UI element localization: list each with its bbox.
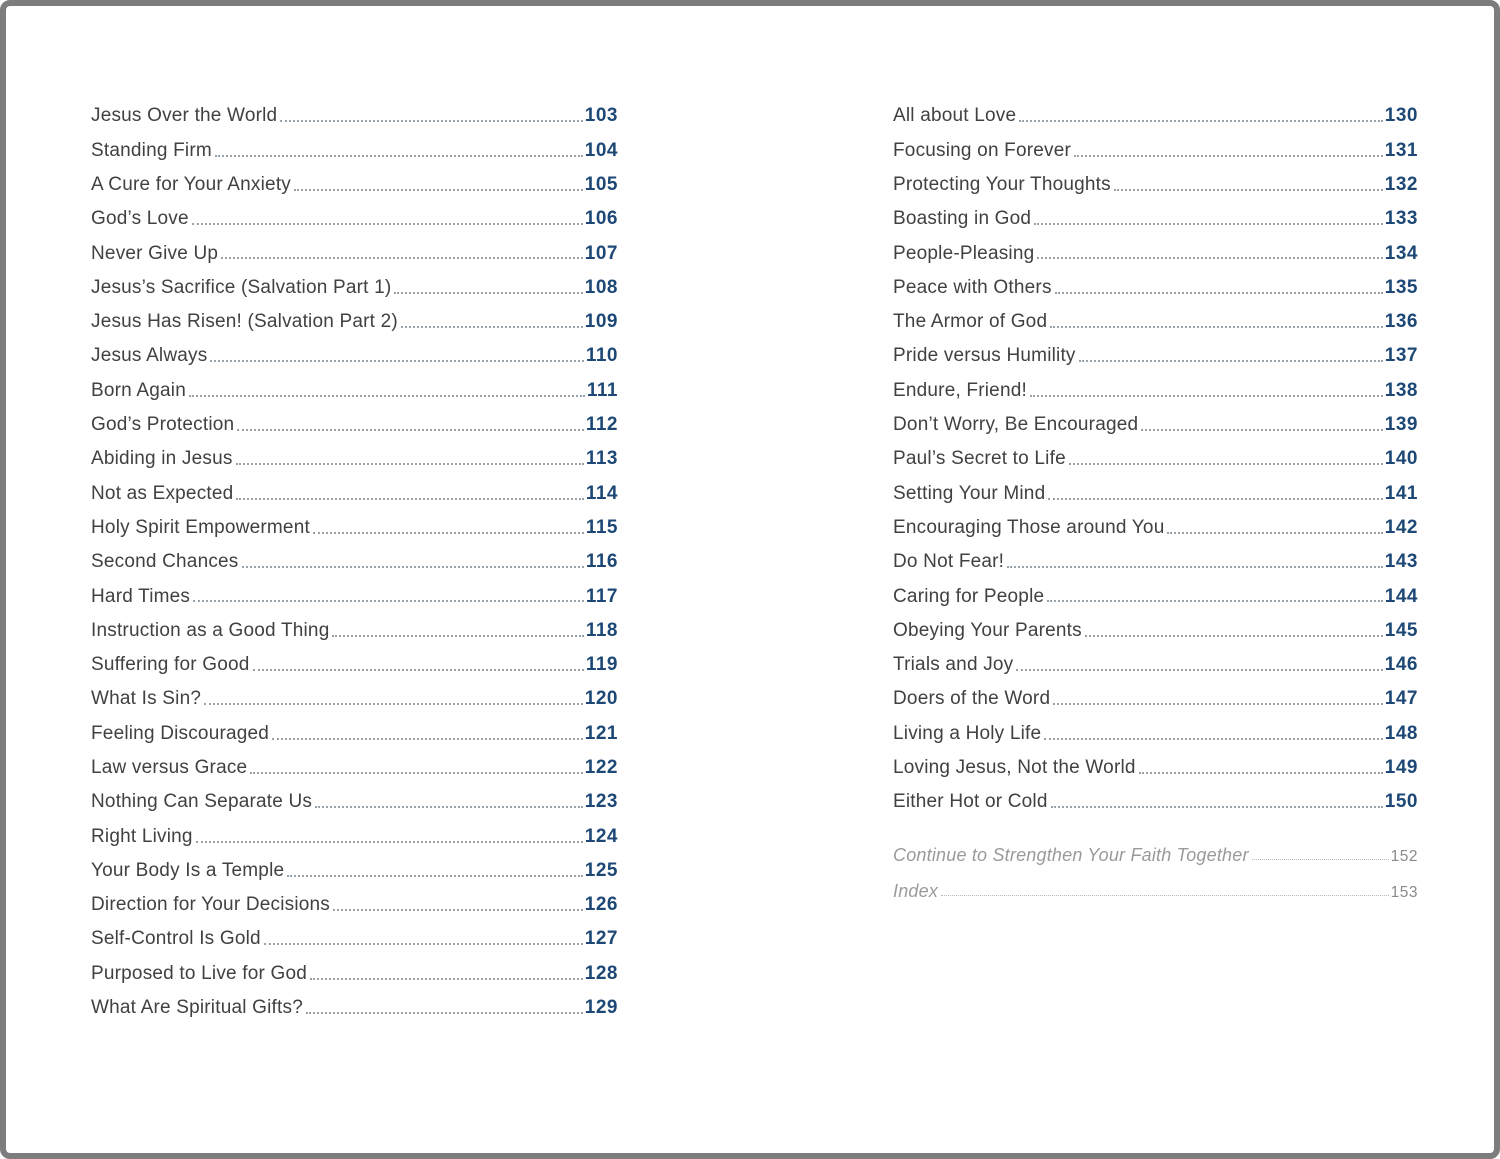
- toc-entry-title: Doers of the Word: [893, 688, 1051, 710]
- toc-entry-title: Continue to Strengthen Your Faith Together: [893, 845, 1249, 866]
- toc-entry-page-number: 107: [584, 242, 618, 264]
- toc-entry: [91, 332, 618, 366]
- toc-entry: [91, 778, 618, 812]
- toc-entry-page-number: 106: [584, 208, 618, 230]
- toc-entry-title: A Cure for Your Anxiety: [91, 173, 291, 195]
- dot-leader: [1047, 600, 1383, 602]
- dot-leader: [272, 738, 583, 740]
- dot-leader: [1044, 738, 1383, 740]
- dot-leader: [1074, 155, 1383, 157]
- dot-leader: [287, 875, 583, 877]
- toc-entry-page-number: 117: [585, 585, 618, 607]
- dot-leader: [332, 635, 583, 637]
- toc-entry-page-number: 103: [584, 105, 618, 127]
- toc-entry: [91, 298, 618, 332]
- dot-leader: [237, 429, 584, 431]
- toc-entry-page-number: 121: [584, 722, 618, 744]
- dot-leader: [236, 498, 583, 500]
- toc-entry-title: Endure, Friend!: [893, 379, 1027, 401]
- dot-leader: [1037, 257, 1382, 259]
- dot-leader: [1252, 859, 1389, 860]
- toc-entry-page-number: 104: [584, 139, 618, 161]
- dot-leader: [1055, 292, 1383, 294]
- dot-leader: [1069, 463, 1383, 465]
- toc-entry-page-number: 108: [584, 276, 618, 298]
- dot-leader: [1139, 772, 1383, 774]
- toc-entry: [893, 572, 1418, 606]
- dot-leader: [315, 806, 583, 808]
- toc-entry-title: Either Hot or Cold: [893, 791, 1048, 813]
- toc-entry-title: Pride versus Humility: [893, 345, 1076, 367]
- toc-entry-title: Instruction as a Good Thing: [91, 619, 330, 641]
- toc-entry-page-number: 147: [1384, 688, 1418, 710]
- toc-entry-page-number: 120: [584, 688, 618, 710]
- toc-entry-page-number: 149: [1384, 757, 1418, 778]
- toc-entry-title: Jesus Has Risen! (Salvation Part 2): [91, 311, 398, 333]
- toc-entry-title: Encouraging Those around You: [893, 516, 1165, 538]
- dot-leader: [210, 360, 583, 362]
- toc-entry-title: Index: [893, 881, 939, 902]
- dot-leader: [189, 395, 585, 397]
- toc-entry: [893, 229, 1418, 263]
- toc-entry-title: Don’t Worry, Be Encouraged: [893, 414, 1139, 436]
- toc-entry: [91, 435, 618, 469]
- toc-entry-page-number: 109: [584, 311, 618, 333]
- toc-entry: [893, 641, 1418, 675]
- toc-entry-title: The Armor of God: [893, 311, 1048, 333]
- toc-entry: [893, 675, 1418, 709]
- toc-entry-page-number: 133: [1384, 208, 1418, 230]
- dot-leader: [250, 772, 582, 774]
- toc-entry: [893, 744, 1418, 778]
- dot-leader: [394, 292, 582, 294]
- toc-entry: [893, 366, 1418, 400]
- dot-leader: [1114, 189, 1383, 191]
- toc-entry-page-number: 113: [585, 448, 618, 470]
- toc-entry-page-number: 143: [1384, 551, 1418, 573]
- toc-entry: [91, 709, 618, 743]
- toc-entry: [91, 984, 618, 1018]
- dot-leader: [941, 895, 1389, 896]
- toc-entry-title: Jesus’s Sacrifice (Salvation Part 1): [91, 276, 392, 298]
- toc-entry-page-number: 138: [1384, 379, 1418, 401]
- toc-entry-page-number: 130: [1384, 105, 1418, 127]
- toc-entry: [91, 469, 618, 503]
- dot-leader: [1050, 326, 1383, 328]
- dot-leader: [401, 326, 583, 328]
- dot-leader: [280, 120, 582, 122]
- dot-leader: [306, 1012, 583, 1014]
- toc-entry: [91, 401, 618, 435]
- toc-entry: [893, 865, 1418, 901]
- dot-leader: [1079, 360, 1383, 362]
- dot-leader: [236, 463, 584, 465]
- toc-entry-title: All about Love: [893, 105, 1017, 127]
- dot-leader: [192, 223, 583, 225]
- dot-leader: [242, 566, 584, 568]
- toc-entry-title: God’s Love: [91, 208, 189, 230]
- toc-entry: [91, 881, 618, 915]
- toc-entry-page-number: 139: [1384, 414, 1418, 436]
- toc-entry-page-number: 135: [1384, 276, 1418, 298]
- dot-leader: [1167, 532, 1382, 534]
- toc-entry-page-number: 114: [585, 482, 618, 504]
- toc-entry: [893, 92, 1418, 126]
- toc-entry-page-number: 115: [585, 516, 618, 538]
- toc-entry: [91, 949, 618, 983]
- toc-entry: [893, 829, 1418, 865]
- toc-entry-page-number: 123: [584, 791, 618, 813]
- toc-entry-page-number: 126: [584, 894, 618, 916]
- toc-entry-title: Nothing Can Separate Us: [91, 791, 313, 813]
- toc-entry: [893, 161, 1418, 195]
- toc-entry: [91, 366, 618, 400]
- toc-entry-title: Law versus Grace: [91, 757, 248, 778]
- toc-back-matter: [893, 829, 1418, 901]
- toc-entry: [91, 847, 618, 881]
- toc-entry-title: What Are Spiritual Gifts?: [91, 997, 303, 1019]
- dot-leader: [1085, 635, 1383, 637]
- toc-entry: [91, 606, 618, 640]
- toc-entry: [91, 229, 618, 263]
- toc-entry-title: Self-Control Is Gold: [91, 928, 261, 950]
- toc-entry-page-number: 122: [584, 757, 618, 778]
- toc-entry-title: Never Give Up: [91, 242, 219, 264]
- toc-entry-title: Second Chances: [91, 551, 239, 573]
- toc-entry-title: Boasting in God: [893, 208, 1032, 230]
- toc-entry-page-number: 119: [585, 654, 618, 676]
- toc-entry: [893, 709, 1418, 743]
- toc-entry-page-number: 131: [1384, 139, 1418, 161]
- dot-leader: [333, 909, 583, 911]
- toc-entry: [893, 538, 1418, 572]
- dot-leader: [1007, 566, 1383, 568]
- toc-entry: [91, 572, 618, 606]
- toc-entry: [91, 915, 618, 949]
- toc-entry: [91, 641, 618, 675]
- toc-entry-title: Feeling Discouraged: [91, 722, 270, 744]
- toc-entry-page-number: 110: [585, 345, 618, 367]
- toc-entry-title: Focusing on Forever: [893, 139, 1072, 161]
- toc-entry: [91, 812, 618, 846]
- dot-leader: [1034, 223, 1383, 225]
- dot-leader: [204, 703, 583, 705]
- dot-leader: [1030, 395, 1383, 397]
- toc-entry: [893, 332, 1418, 366]
- dot-leader: [313, 532, 584, 534]
- toc-entry-title: Setting Your Mind: [893, 482, 1046, 504]
- toc-entry-page-number: 124: [584, 825, 618, 847]
- toc-entry-page-number: 144: [1384, 585, 1418, 607]
- toc-entry-page-number: 132: [1384, 173, 1418, 195]
- toc-entry: [91, 675, 618, 709]
- toc-entry-title: Your Body Is a Temple: [91, 859, 285, 881]
- toc-entry-title: Paul’s Secret to Life: [893, 448, 1066, 470]
- toc-entry: [91, 538, 618, 572]
- toc-entry-title: Caring for People: [893, 585, 1045, 607]
- toc-entry-title: Trials and Joy: [893, 654, 1014, 676]
- toc-entry: [91, 195, 618, 229]
- toc-entry-page-number: 136: [1384, 311, 1418, 333]
- toc-entry-title: Loving Jesus, Not the World: [893, 757, 1136, 778]
- dot-leader: [1048, 498, 1382, 500]
- toc-entry-page-number: 141: [1384, 482, 1418, 504]
- dot-leader: [1141, 429, 1383, 431]
- toc-entry-page-number: 127: [584, 928, 618, 950]
- toc-list-right: [893, 92, 1418, 812]
- toc-entry: [91, 744, 618, 778]
- toc-entry-title: People-Pleasing: [893, 242, 1035, 264]
- toc-entry-page-number: 129: [584, 997, 618, 1019]
- toc-column-left: [91, 92, 618, 1018]
- toc-entry: [893, 606, 1418, 640]
- toc-entry-page-number: 146: [1384, 654, 1418, 676]
- toc-entry-page-number: 118: [585, 619, 618, 641]
- toc-entry-page-number: 140: [1384, 448, 1418, 470]
- toc-entry-page-number: 134: [1384, 242, 1418, 264]
- dot-leader: [1016, 669, 1382, 671]
- toc-entry-page-number: 137: [1384, 345, 1418, 367]
- toc-entry-page-number: 148: [1384, 722, 1418, 744]
- toc-entry-title: Holy Spirit Empowerment: [91, 516, 310, 538]
- toc-entry: [893, 778, 1418, 812]
- toc-entry-title: Born Again: [91, 379, 186, 401]
- toc-entry-page-number: 128: [584, 962, 618, 984]
- toc-entry-page-number: 116: [585, 551, 618, 573]
- toc-entry-page-number: 153: [1390, 883, 1418, 901]
- toc-entry-title: Peace with Others: [893, 276, 1052, 298]
- toc-entry-title: What Is Sin?: [91, 688, 202, 710]
- toc-entry-title: Obeying Your Parents: [893, 619, 1082, 641]
- toc-column-right: [893, 92, 1418, 901]
- toc-entry-title: Suffering for Good: [91, 654, 250, 676]
- dot-leader: [1053, 703, 1383, 705]
- toc-entry: [893, 126, 1418, 160]
- toc-entry-title: Living a Holy Life: [893, 722, 1042, 744]
- toc-list-left: [91, 92, 618, 1018]
- toc-entry: [893, 195, 1418, 229]
- toc-entry-page-number: 111: [586, 379, 618, 401]
- toc-entry-title: Protecting Your Thoughts: [893, 173, 1111, 195]
- toc-entry-title: Abiding in Jesus: [91, 448, 233, 470]
- dot-leader: [264, 943, 583, 945]
- toc-entry: [91, 92, 618, 126]
- toc-entry-page-number: 125: [584, 859, 618, 881]
- toc-entry-title: God’s Protection: [91, 414, 235, 436]
- toc-entry-title: Standing Firm: [91, 139, 212, 161]
- toc-entry-title: Jesus Always: [91, 345, 208, 367]
- dot-leader: [294, 189, 583, 191]
- dot-leader: [221, 257, 583, 259]
- toc-entry-title: Do Not Fear!: [893, 551, 1005, 573]
- toc-entry: [91, 263, 618, 297]
- toc-entry: [893, 504, 1418, 538]
- toc-entry-page-number: 145: [1384, 619, 1418, 641]
- toc-entry: [91, 126, 618, 160]
- toc-entry: [893, 401, 1418, 435]
- toc-entry: [91, 161, 618, 195]
- dot-leader: [196, 841, 583, 843]
- toc-entry-page-number: 112: [585, 414, 618, 436]
- toc-entry-title: Jesus Over the World: [91, 105, 278, 127]
- toc-entry-page-number: 142: [1384, 516, 1418, 538]
- dot-leader: [193, 600, 584, 602]
- toc-entry-title: Not as Expected: [91, 482, 234, 504]
- toc-entry: [91, 504, 618, 538]
- dot-leader: [1051, 806, 1383, 808]
- toc-entry-page-number: 105: [584, 173, 618, 195]
- toc-entry-page-number: 152: [1390, 847, 1418, 865]
- toc-entry: [893, 298, 1418, 332]
- toc-entry: [893, 263, 1418, 297]
- toc-entry-page-number: 150: [1384, 791, 1418, 813]
- toc-entry-title: Right Living: [91, 825, 193, 847]
- dot-leader: [310, 978, 583, 980]
- toc-entry: [893, 469, 1418, 503]
- toc-entry-title: Purposed to Live for God: [91, 962, 308, 984]
- dot-leader: [1019, 120, 1383, 122]
- dot-leader: [215, 155, 583, 157]
- toc-entry-title: Direction for Your Decisions: [91, 894, 330, 916]
- dot-leader: [253, 669, 584, 671]
- toc-entry: [893, 435, 1418, 469]
- toc-entry-title: Hard Times: [91, 585, 191, 607]
